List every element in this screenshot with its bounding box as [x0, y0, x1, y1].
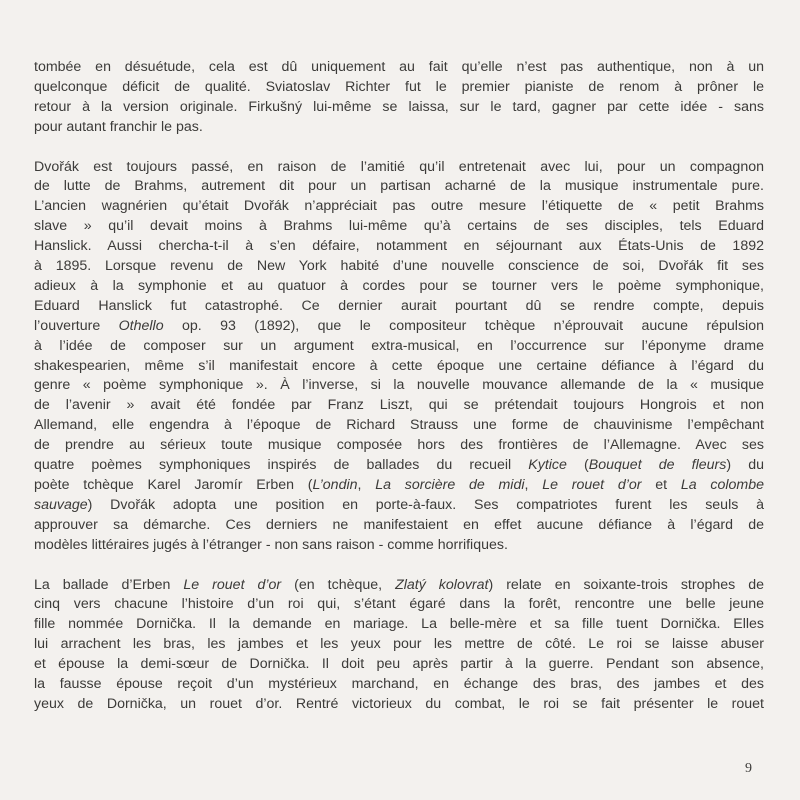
- text-run: retour à la version originale. Firkušný lui-même se laissa, sur le tard, gagner par cette idée - sans: [34, 98, 764, 115]
- text-run: l’ouverture: [34, 317, 119, 334]
- text-run: Hanslick. Aussi chercha-t-il à s’en défaire, notamment en séjournant aux États-Unis de 1892: [34, 238, 764, 255]
- text-line: [34, 436, 764, 456]
- italic-title: La sorcière de midi: [375, 477, 525, 494]
- text-line: [34, 635, 764, 655]
- italic-title: Le rouet d’or: [542, 477, 642, 494]
- text-run: La ballade d’Erben: [34, 576, 184, 593]
- text-run: tombée en désuétude, cela est dû uniquement au fait qu’elle n’est pas authentique, non à un: [34, 59, 764, 75]
- text-line: [34, 655, 764, 675]
- text-run: genre « poème symphonique ». À l’inverse, si la nouvelle mouvance allemande de la « musique: [34, 377, 764, 394]
- text-run: L’ancien wagnérien qu’était Dvořák n’appréciait pas outre mesure l’étiquette de « petit Brahms: [34, 198, 764, 215]
- italic-title: Kytice: [528, 457, 567, 474]
- text-line: [34, 217, 764, 237]
- text-run: adieux à la symphonie et au quatuor à cordes pour se tourner vers le poème symphonique,: [34, 277, 764, 294]
- text-run: la fausse épouse reçoit d’un mystérieux marchand, en échange des bras, des jambes et des: [34, 676, 764, 693]
- text-line: [34, 675, 764, 695]
- text-run: de lutte de Brahms, autrement dit pour un partisan acharné de la musique instrumentale pure.: [34, 178, 764, 195]
- paragraph: [34, 58, 764, 138]
- text-run: lui arrachent les bras, les jambes et les yeux pour les mettre de côté. Le roi se laisse abuser: [34, 636, 764, 653]
- text-line: [34, 496, 764, 516]
- text-line: [34, 456, 764, 476]
- text-line: [34, 476, 764, 496]
- text-run: Allemand, elle engendra à l’époque de Richard Strauss une forme de chauvinisme l’empêchant: [34, 417, 764, 434]
- paragraph: [34, 158, 764, 556]
- text-run: Dvořák est toujours passé, en raison de l’amitié qu’il entretenait avec lui, pour un compagnon: [34, 158, 764, 175]
- text-line: [34, 257, 764, 277]
- text-line: [34, 177, 764, 197]
- text-run: ,: [357, 477, 376, 494]
- text-line: [34, 516, 764, 536]
- text-run: approuver sa démarche. Ces derniers ne manifestaient en effet aucune défiance à l’égard de: [34, 516, 764, 533]
- text-line: [34, 695, 764, 715]
- text-run: ) relate en soixante-trois strophes de: [488, 576, 764, 593]
- text-run: de prendre au sérieux toute musique composée hors des frontières de l’Allemagne. Avec ses: [34, 437, 764, 454]
- text-run: ) Dvořák adopta une position en porte-à-faux. Ses compatriotes furent les seuls à: [87, 496, 764, 513]
- text-line: [34, 277, 764, 297]
- text-run: et épouse la demi-sœur de Dornička. Il doit peu après partir à la guerre. Pendant son absence,: [34, 656, 764, 673]
- text-run: pour autant franchir le pas.: [34, 118, 203, 135]
- text-line: [34, 197, 764, 217]
- italic-title: sauvage: [34, 496, 88, 513]
- text-run: poète tchèque Karel Jaromír Erben (: [34, 477, 313, 494]
- text-run: slave » qu’il devait moins à Brahms lui-même qu’à certains de ses disciples, tels Eduard: [34, 218, 764, 235]
- text-line: [34, 58, 764, 78]
- text-line: [34, 396, 764, 416]
- text-run: Eduard Hanslick fut catastrophé. Ce dernier aurait pourtant dû se rendre compte, depuis: [34, 297, 764, 314]
- italic-title: La colombe: [680, 477, 764, 494]
- text-run: (: [566, 457, 589, 474]
- paragraph: [34, 576, 764, 715]
- text-run: cinq vers chacune l’histoire d’un roi qui, s’étant égaré dans la forêt, rencontre une belle jeune: [34, 596, 764, 613]
- text-line: [34, 118, 764, 138]
- text-run: et: [641, 477, 681, 494]
- italic-title: L’ondin: [312, 477, 358, 494]
- text-line: [34, 357, 764, 377]
- text-line: [34, 317, 764, 337]
- text-run: à l’idée de composer sur un argument extra-musical, en l’occurrence sur l’éponyme drame: [34, 337, 764, 354]
- text-run: quatre poèmes symphoniques inspirés de ballades du recueil: [34, 457, 529, 474]
- italic-title: Le rouet d’or: [183, 576, 282, 593]
- text-line: [34, 536, 764, 556]
- text-line: [34, 416, 764, 436]
- italic-title: Zlatý kolovrat: [395, 576, 489, 593]
- text-run: ) du: [726, 457, 765, 474]
- text-run: fille nommée Dornička. Il la demande en mariage. La belle-mère et sa fille tuent Dornička. Elles: [34, 616, 764, 633]
- text-run: de l’avenir » avait été fondée par Franz Liszt, qui se prétendait toujours Hongrois et non: [34, 397, 764, 414]
- text-line: [34, 615, 764, 635]
- italic-title: Bouquet de fleurs: [588, 457, 727, 474]
- italic-title: Othello: [118, 317, 164, 334]
- text-line: [34, 98, 764, 118]
- text-run: à 1895. Lorsque revenu de New York habité d’une nouvelle conscience de soi, Dvořák fit ses: [34, 258, 764, 275]
- text-line: [34, 595, 764, 615]
- text-line: [34, 78, 764, 98]
- text-run: (en tchèque,: [281, 576, 396, 593]
- text-line: [34, 158, 764, 178]
- text-line: [34, 237, 764, 257]
- text-line: [34, 297, 764, 317]
- page-number: 9: [745, 761, 752, 776]
- page-body: [34, 58, 764, 715]
- text-run: op. 93 (1892), que le compositeur tchèque n’éprouvait aucune répulsion: [163, 317, 764, 334]
- text-run: modèles littéraires jugés à l’étranger - non sans raison - comme horrifiques.: [34, 536, 508, 553]
- text-line: [34, 576, 764, 596]
- text-run: quelconque déficit de qualité. Sviatoslav Richter fut le premier pianiste de renom à prôner le: [34, 78, 764, 95]
- text-line: [34, 337, 764, 357]
- text-line: [34, 376, 764, 396]
- text-run: yeux de Dornička, un rouet d’or. Rentré victorieux du combat, le roi se fait présenter le rouet: [34, 695, 764, 712]
- text-run: shakespearien, même s’il manifestait encore à cette époque une certaine défiance à l’égard du: [34, 357, 764, 374]
- text-run: ,: [524, 477, 543, 494]
